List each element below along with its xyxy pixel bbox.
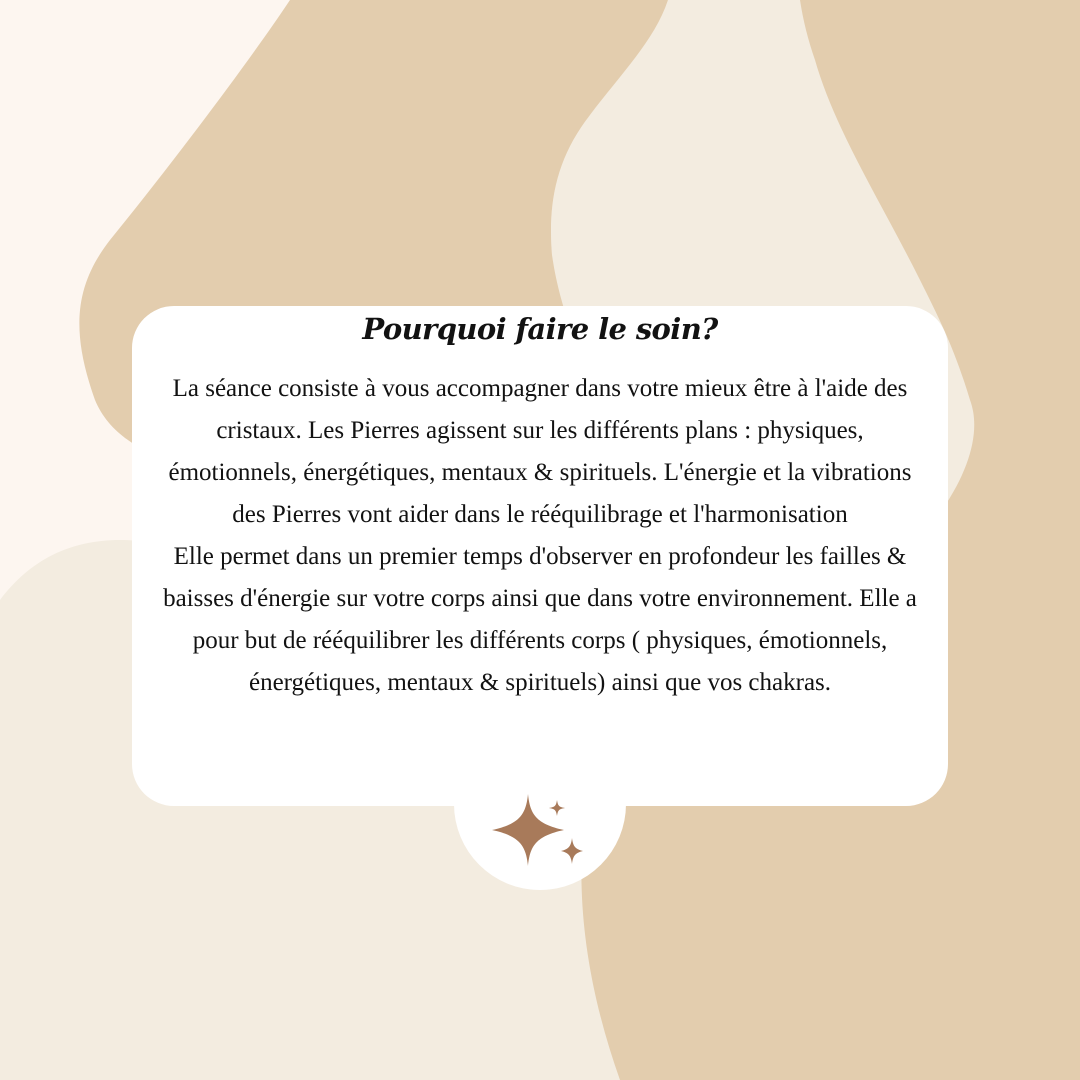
card-paragraph-1: La séance consiste à vous accompagner dans votre mieux être à l'aide des cristaux. Les Pierres agissent sur les différents plans : physiques, émotionnels, énergétiques, mentaux & spirituels. L'énergie et la vibrations des Pierres vont aider dans le rééquilibrage et l'harmonisation	[168, 375, 912, 528]
card-body	[156, 368, 924, 704]
sparkle-badge	[454, 718, 626, 890]
small-sparkle-top	[549, 800, 565, 816]
sparkles-icon	[454, 718, 626, 890]
small-sparkle-right	[561, 838, 583, 864]
large-sparkle	[492, 794, 564, 866]
card-paragraph-2: Elle permet dans un premier temps d'observer en profondeur les failles & baisses d'énergie sur votre corps ainsi que dans votre environnement. Elle a pour but de rééquilibrer les différents corps ( physiques, émotionnels, énergétiques, mentaux & spirituels) ainsi que vos chakras.	[163, 543, 917, 696]
card-title: Pourquoi faire le soin?	[362, 312, 718, 346]
